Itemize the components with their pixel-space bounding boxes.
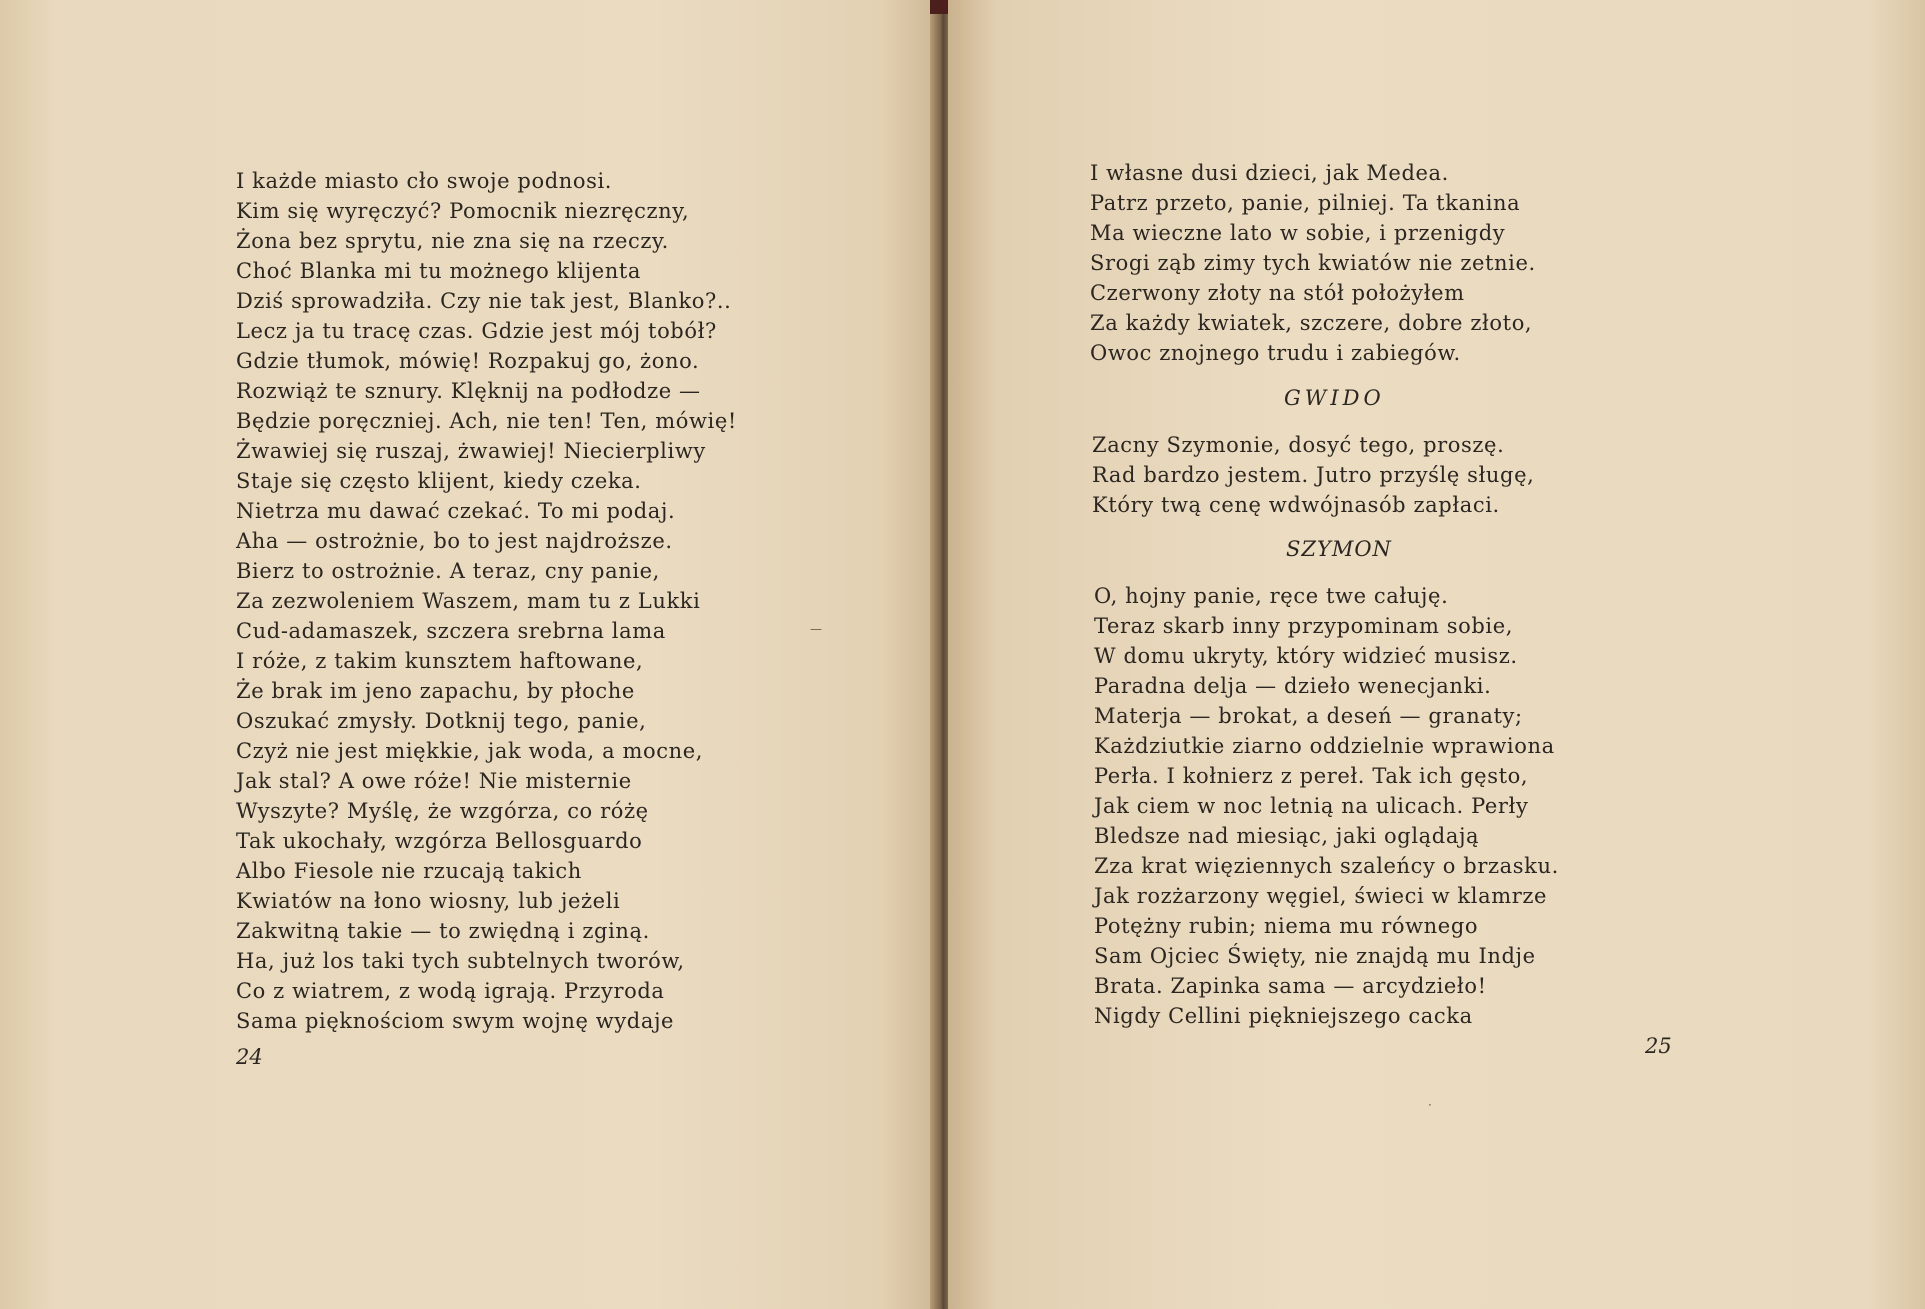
verse-line: Kwiatów na łono wiosny, lub jeżeli: [236, 889, 621, 913]
verse-line: Sam Ojciec Święty, nie znajdą mu Indje: [1094, 944, 1536, 968]
verse-line: Rad bardzo jestem. Jutro przyślę sługę,: [1092, 463, 1535, 487]
verse-line: Bierz to ostrożnie. A teraz, cny panie,: [236, 559, 660, 583]
verse-line: Srogi ząb zimy tych kwiatów nie zetnie.: [1090, 251, 1536, 275]
verse-line: Ha, już los taki tych subtelnych tworów,: [236, 949, 685, 973]
right-page-verse-3: [1094, 581, 1559, 1031]
verse-line: Teraz skarb inny przypominam sobie,: [1094, 614, 1514, 638]
verse-line: Jak rozżarzony węgiel, świeci w klamrze: [1094, 884, 1548, 908]
verse-line: Że brak im jeno zapachu, by płoche: [236, 679, 635, 703]
verse-line: Nigdy Cellini piękniejszego cacka: [1094, 1004, 1473, 1028]
verse-line: Czyż nie jest miękkie, jak woda, a mocne,: [236, 739, 704, 763]
verse-line: Bledsze nad miesiąc, jaki oglądają: [1094, 824, 1480, 848]
verse-line: Lecz ja tu tracę czas. Gdzie jest mój tobół?: [236, 319, 717, 343]
verse-line: Albo Fiesole nie rzucają takich: [236, 859, 582, 883]
verse-line: Tak ukochały, wzgórza Bellosguardo: [236, 829, 643, 853]
page-number-right: 25: [1645, 1034, 1672, 1058]
verse-line: Wyszyte? Myślę, że wzgórza, co różę: [236, 799, 649, 823]
verse-line: Który twą cenę wdwójnasób zapłaci.: [1092, 493, 1500, 517]
verse-line: Patrz przeto, panie, pilniej. Ta tkanina: [1090, 191, 1521, 215]
verse-line: Paradna delja — dzieło wenecjanki.: [1094, 674, 1492, 698]
verse-line: Każdziutkie ziarno oddzielnie wprawiona: [1094, 734, 1555, 758]
verse-line: Dziś sprowadziła. Czy nie tak jest, Blanko?..: [236, 289, 732, 313]
verse-line: Choć Blanka mi tu możnego klijenta: [236, 259, 642, 283]
verse-line: Potężny rubin; niema mu równego: [1094, 914, 1479, 938]
verse-line: O, hojny panie, ręce twe całuję.: [1094, 584, 1449, 608]
verse-line: W domu ukryty, który widzieć musisz.: [1094, 644, 1518, 668]
speaker-name-szymon: SZYMON: [1286, 537, 1392, 561]
verse-line: Za zezwoleniem Waszem, mam tu z Lukki: [236, 589, 701, 613]
left-page-verse: [236, 166, 737, 1036]
verse-line: Ma wieczne lato w sobie, i przenigdy: [1090, 221, 1506, 245]
speaker-name-gwido: GWIDO: [1284, 386, 1385, 410]
right-page: [948, 0, 1925, 1309]
verse-line: Zacny Szymonie, dosyć tego, proszę.: [1092, 433, 1505, 457]
smudge-mark: ·: [1428, 1098, 1432, 1112]
verse-line: Owoc znojnego trudu i zabiegów.: [1090, 341, 1461, 365]
right-page-verse-2: [1092, 430, 1534, 520]
verse-line: Oszukać zmysły. Dotknij tego, panie,: [236, 709, 647, 733]
verse-line: Brata. Zapinka sama — arcydzieło!: [1094, 974, 1487, 998]
verse-line: Rozwiąż te sznury. Klęknij na podłodze —: [236, 379, 701, 403]
verse-line: Perła. I kołnierz z pereł. Tak ich gęsto,: [1094, 764, 1529, 788]
verse-line: Sama pięknościom swym wojnę wydaje: [236, 1009, 675, 1033]
verse-line: Żwawiej się ruszaj, żwawiej! Niecierpliwy: [236, 439, 706, 463]
verse-line: Aha — ostrożnie, bo to jest najdroższe.: [236, 529, 673, 553]
verse-line: Materja — brokat, a deseń — granaty;: [1094, 704, 1523, 728]
verse-line: Kim się wyręczyć? Pomocnik niezręczny,: [236, 199, 690, 223]
verse-line: Nietrza mu dawać czekać. To mi podaj.: [236, 499, 676, 523]
verse-line: Staje się często klijent, kiedy czeka.: [236, 469, 642, 493]
verse-line: Jak stal? A owe róże! Nie misternie: [236, 769, 632, 793]
verse-line: I własne dusi dzieci, jak Medea.: [1090, 161, 1449, 185]
left-page: [0, 0, 938, 1309]
smudge-mark: —: [810, 622, 822, 636]
verse-line: Zza krat więziennych szaleńcy o brzasku.: [1094, 854, 1559, 878]
verse-line: Zakwitną takie — to zwiędną i zginą.: [236, 919, 650, 943]
verse-line: Cud-adamaszek, szczera srebrna lama: [236, 619, 666, 643]
verse-line: Będzie poręczniej. Ach, nie ten! Ten, mówię!: [236, 409, 737, 433]
verse-line: Czerwony złoty na stół położyłem: [1090, 281, 1465, 305]
right-page-verse-1: [1090, 158, 1536, 368]
verse-line: Żona bez sprytu, nie zna się na rzeczy.: [236, 229, 669, 253]
verse-line: Gdzie tłumok, mówię! Rozpakuj go, żono.: [236, 349, 700, 373]
verse-line: Jak ciem w noc letnią na ulicach. Perły: [1094, 794, 1529, 818]
page-number-left: 24: [236, 1045, 263, 1069]
verse-line: Za każdy kwiatek, szczere, dobre złoto,: [1090, 311, 1533, 335]
verse-line: Co z wiatrem, z wodą igrają. Przyroda: [236, 979, 665, 1003]
verse-line: I każde miasto cło swoje podnosi.: [236, 169, 613, 193]
verse-line: I róże, z takim kunsztem haftowane,: [236, 649, 644, 673]
